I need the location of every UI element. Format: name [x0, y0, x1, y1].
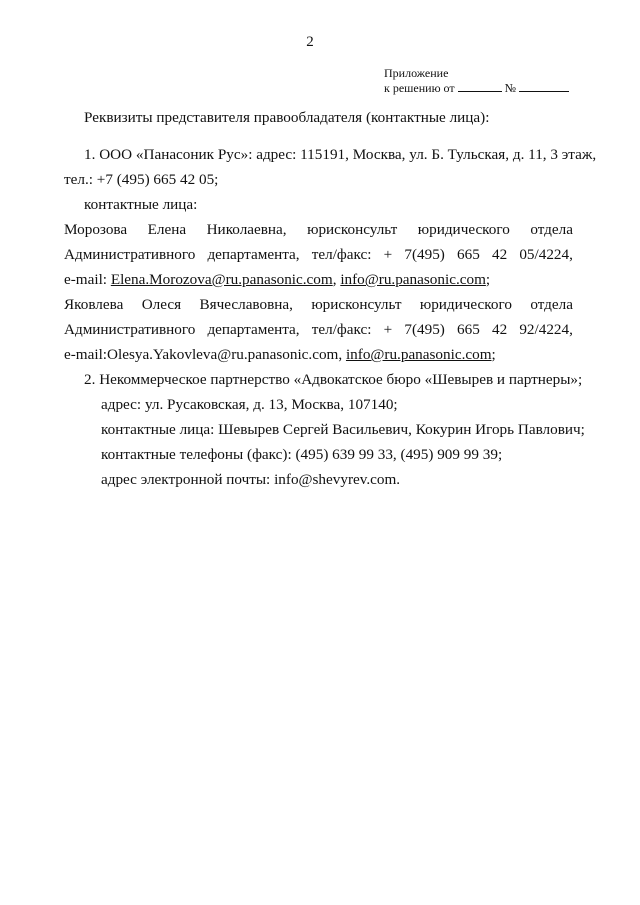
word: отдела [530, 221, 573, 238]
email-link-morozova[interactable]: Elena.Morozova@ru.panasonic.com [110, 271, 333, 288]
page-number: 2 [306, 34, 314, 50]
word: департамента, [207, 246, 300, 263]
person2-email-line [64, 346, 496, 364]
org1-contacts-label: контактные лица: [84, 196, 198, 213]
word: юрисконсульт [311, 296, 402, 313]
word: тел/факс: [311, 246, 372, 263]
word: тел/факс: [311, 321, 372, 338]
word: Олеся [141, 296, 182, 313]
word: 42 [491, 246, 508, 263]
org2-email: адрес электронной почты: info@shevyrev.com. [101, 471, 401, 488]
word: Елена [147, 221, 187, 238]
person2-line2 [64, 321, 573, 339]
email-prefix: e-mail:Olesya.Yakovleva@ru.panasonic.com, [64, 346, 346, 363]
word: 7(495) [404, 246, 445, 263]
person1-line2 [64, 246, 573, 264]
word: + [383, 246, 393, 263]
terminator: ; [491, 346, 496, 363]
word: 05/4224, [519, 246, 573, 263]
word: юрисконсульт [307, 221, 398, 238]
org1-phone: тел.: +7 (495) 665 42 05; [64, 171, 219, 188]
person1-line1 [64, 221, 573, 239]
org1-line1: 1. ООО «Панасоник Рус»: адрес: 115191, Москва, ул. Б. Тульская, д. 11, 3 этаж, [84, 146, 597, 163]
word: 42 [491, 321, 508, 338]
person1-email-line [64, 271, 490, 289]
heading: Реквизиты представителя правообладателя (контактные лица): [84, 109, 490, 126]
word: Административного [64, 321, 196, 338]
email-link-info[interactable]: info@ru.panasonic.com [345, 346, 492, 363]
email-link-info[interactable]: info@ru.panasonic.com [340, 271, 486, 288]
separator: , [332, 271, 341, 288]
appendix-decision-line [384, 80, 569, 95]
org2-line1: 2. Некоммерческое партнерство «Адвокатское бюро «Шевырев и партнеры»; [84, 371, 583, 388]
word: юридического [419, 296, 512, 313]
email-prefix: e-mail: [64, 271, 111, 288]
word: Морозова [64, 221, 128, 238]
word: Яковлева [64, 296, 124, 313]
word: Николаевна, [206, 221, 287, 238]
word: юридического [417, 221, 510, 238]
word: 7(495) [404, 321, 445, 338]
appendix-title: Приложение [384, 66, 449, 80]
decision-number-blank [519, 80, 569, 92]
word: 665 [457, 321, 480, 338]
word: + [383, 321, 393, 338]
decision-prefix: к решению от [384, 81, 455, 95]
org2-phones: контактные телефоны (факс): (495) 639 99 33, (495) 909 99 39; [101, 446, 503, 463]
word: департамента, [207, 321, 300, 338]
org2-address: адрес: ул. Русаковская, д. 13, Москва, 107140; [101, 396, 398, 413]
terminator: ; [485, 271, 491, 288]
word: Вячеславовна, [199, 296, 293, 313]
word: 92/4224, [519, 321, 573, 338]
org2-contacts: контактные лица: Шевырев Сергей Васильевич, Кокурин Игорь Павлович; [101, 421, 585, 438]
word: отдела [530, 296, 573, 313]
word: 665 [457, 246, 480, 263]
appendix-header [384, 66, 569, 95]
word: Административного [64, 246, 196, 263]
decision-date-blank [458, 80, 502, 92]
person2-line1 [64, 296, 573, 314]
number-sign: № [504, 81, 517, 95]
